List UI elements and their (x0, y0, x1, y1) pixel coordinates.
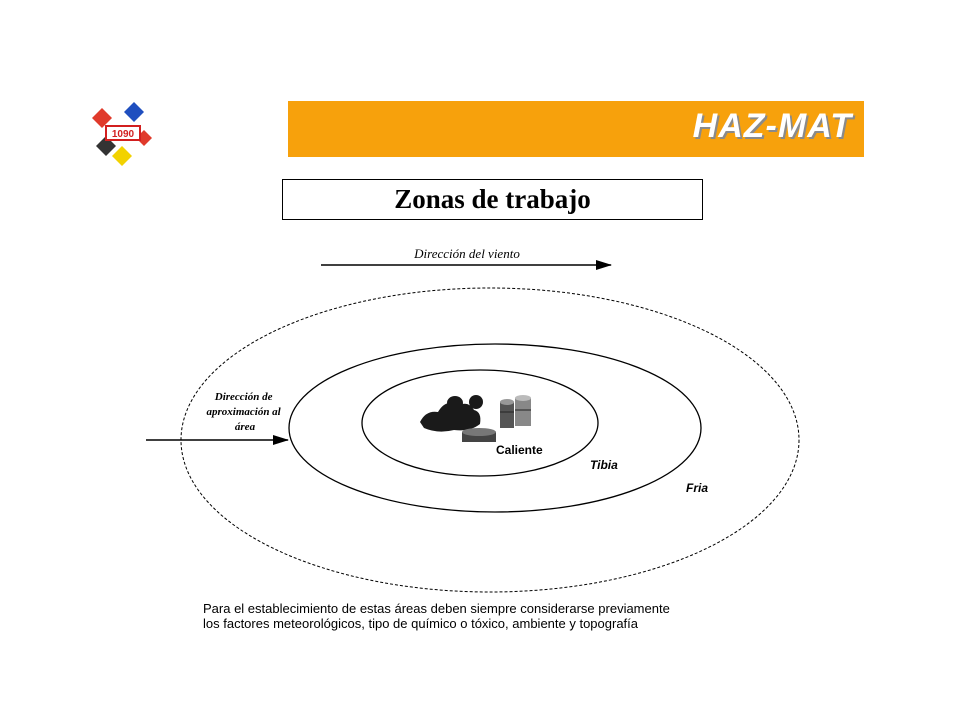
approach-label-line-2: aproximación al (206, 406, 281, 418)
zone-label-cold: Fria (686, 481, 709, 495)
logo-number: 1090 (111, 129, 135, 140)
page-title: Zonas de trabajo (394, 184, 591, 214)
approach-label (206, 391, 283, 433)
caption-line-2: los factores meteorológicos, tipo de químico o tóxico, ambiente y topografía (203, 616, 639, 631)
caption-line-1: Para el establecimiento de estas áreas deben siempre considerarse previamente (203, 601, 670, 616)
hazmat-scene-icon (420, 395, 531, 442)
wind-label: Dirección del viento (414, 246, 520, 261)
zone-label-hot: Caliente (496, 443, 543, 457)
warm-zone-ring (289, 344, 701, 512)
zone-label-warm: Tibia (590, 458, 618, 472)
approach-label-line-1: Dirección de (214, 391, 273, 403)
caption (203, 601, 803, 631)
approach-label-line-3: área (234, 421, 256, 433)
banner-title: HAZ-MAT (692, 107, 852, 145)
